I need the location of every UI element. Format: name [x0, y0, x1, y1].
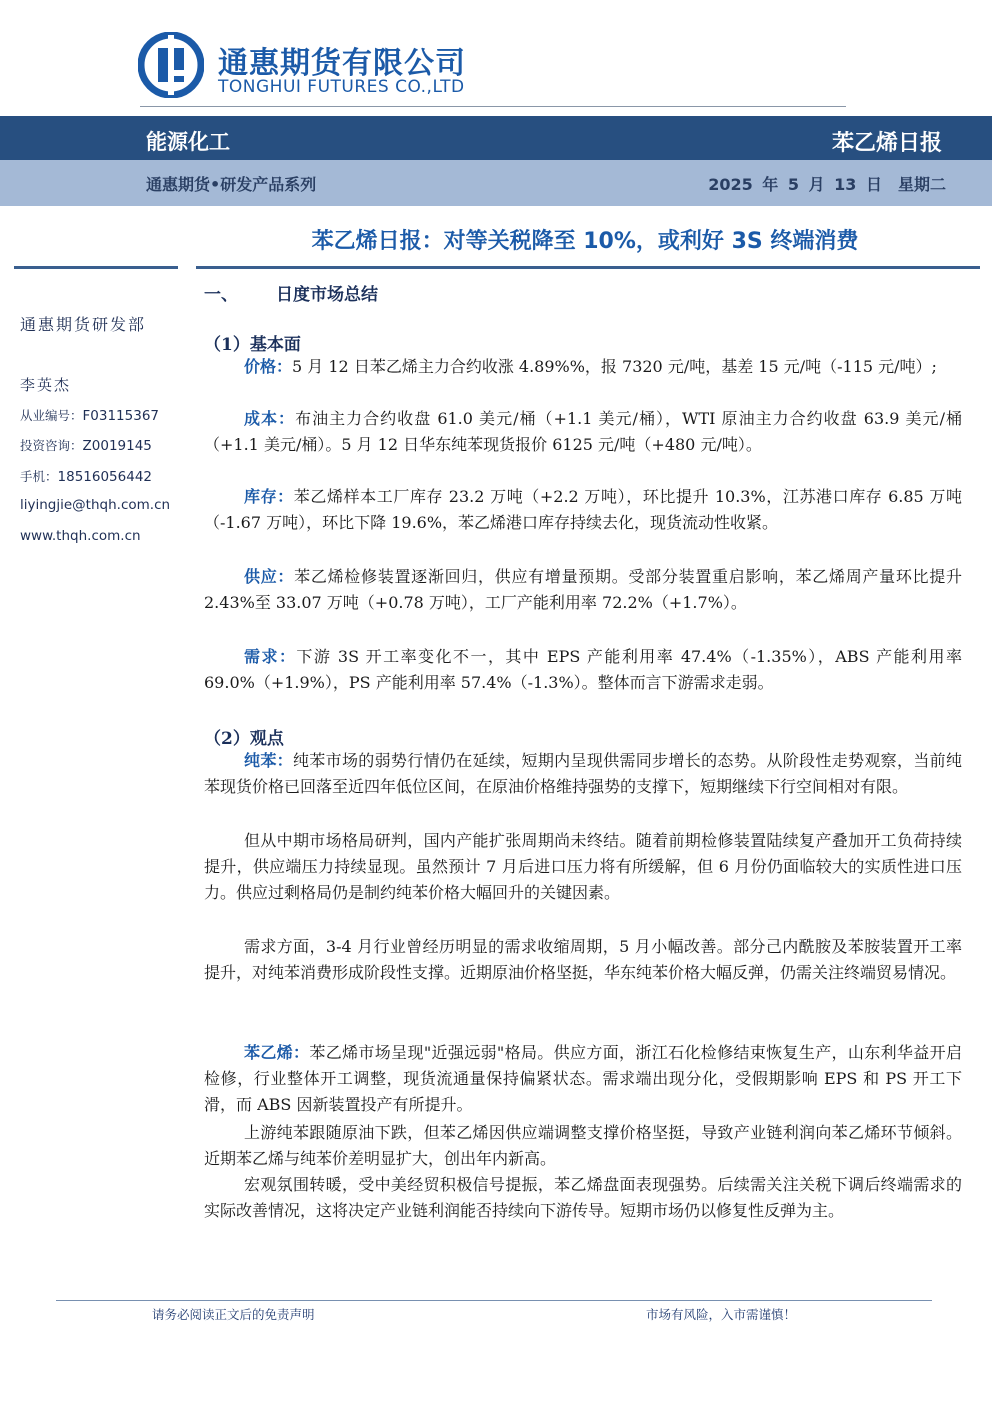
- sector-label: 能源化工: [146, 130, 230, 154]
- sidebar-department: 通惠期货研发部: [20, 315, 147, 334]
- analyst-name: 李英杰: [20, 376, 72, 394]
- subheading-views: （2）观点: [204, 729, 284, 749]
- styrene-paragraph-1: 苯乙烯：苯乙烯市场呈现"近强远弱"格局。供应方面，浙江石化检修结束恢复生产，山东利华益开启检修，行业整体开工调整，现货流通量保持偏紧状态。需求端出现分化，受假期影响 EPS 和 PS 开工下滑，而 ABS 因新装置投产有所提升。: [204, 1043, 962, 1114]
- footer-disclaimer: 请务必阅读正文后的免责声明: [152, 1307, 315, 1322]
- footer-risk-warning: 市场有风险，入市需谨慎！: [646, 1307, 797, 1322]
- cost-paragraph: 成本：布油主力合约收盘 61.0 美元/桶（+1.1 美元/桶），WTI 原油主力合约收盘 63.9 美元/桶（+1.1 美元/桶）。5 月 12 日华东纯苯现货报价 6125 元/吨（+480 元/吨）。: [204, 409, 962, 454]
- email-link[interactable]: liyingjie@thqh.com.cn: [20, 497, 171, 513]
- styrene-paragraph-2: 上游纯苯跟随原油下跌，但苯乙烯因供应端调整支撑价格坚挺，导致产业链利润向苯乙烯环节倾斜。近期苯乙烯与纯苯价差明显扩大，创出年内新高。: [204, 1123, 962, 1168]
- company-name-en: TONGHUI FUTURES CO.,LTD: [218, 77, 465, 97]
- report-type: 苯乙烯日报: [831, 131, 942, 156]
- website-link[interactable]: www.thqh.com.cn: [20, 528, 141, 544]
- price-paragraph: 价格：5 月 12 日苯乙烯主力合约收涨 4.89%%，报 7320 元/吨，基差 15 元/吨（-115 元/吨）;: [244, 357, 937, 376]
- report-title: 苯乙烯日报：对等关税降至 10%，或利好 3S 终端消费: [311, 229, 859, 254]
- title-underline-left: [14, 266, 178, 269]
- consult-number: 投资咨询：Z0019145: [20, 438, 152, 454]
- styrene-paragraph-3: 宏观氛围转暖，受中美经贸积极信号提振，苯乙烯盘面表现强势。后续需关注关税下调后终端需求的实际改善情况，这将决定产业链利润能否持续向下游传导。短期市场仍以修复性反弹为主。: [204, 1175, 962, 1220]
- header-divider: [140, 106, 846, 107]
- benzene-paragraph-2: 但从中期市场格局研判，国内产能扩张周期尚未终结。随着前期检修装置陆续复产叠加开工负荷持续提升，供应端压力持续显现。虽然预计 7 月后进口压力将有所缓解，但 6 月份仍面临较大的实质性进口压力。供应过剩格局仍是制约纯苯价格大幅回升的关键因素。: [204, 831, 962, 902]
- tonghui-logo-icon: [138, 32, 204, 98]
- section-heading: 一、 日度市场总结: [204, 285, 378, 305]
- footer-divider: [56, 1300, 932, 1301]
- series-label: 通惠期货•研发产品系列: [146, 175, 317, 194]
- license-number: 从业编号：F03115367: [20, 408, 159, 424]
- benzene-paragraph-1: 纯苯：纯苯市场的弱势行情仍在延续，短期内呈现供需同步增长的态势。从阶段性走势观察，当前纯苯现货价格已回落至近四年低位区间，在原油价格维持强势的支撑下，短期继续下行空间相对有限。: [204, 751, 962, 796]
- demand-paragraph: 需求：下游 3S 开工率变化不一，其中 EPS 产能利用率 47.4%（-1.35%），ABS 产能利用率 69.0%（+1.9%），PS 产能利用率 57.4%（-1.3%）。整体而言下游需求走弱。: [204, 647, 962, 692]
- report-date: 2025 年 5 月 13 日 星期二: [708, 175, 946, 194]
- supply-paragraph: 供应：苯乙烯检修装置逐渐回归，供应有增量预期。受部分装置重启影响，苯乙烯周产量环比提升 2.43%至 33.07 万吨（+0.78 万吨），工厂产能利用率 72.2%（+1.7%）。: [204, 567, 962, 612]
- subheading-fundamentals: （1）基本面: [204, 335, 301, 355]
- inventory-paragraph: 库存：苯乙烯样本工厂库存 23.2 万吨（+2.2 万吨），环比提升 10.3%，江苏港口库存 6.85 万吨（-1.67 万吨），环比下降 19.6%，苯乙烯港口库存持续去化，现货流动性收紧。: [204, 487, 962, 532]
- title-underline-right: [196, 266, 980, 269]
- phone-number: 手机：18516056442: [20, 469, 152, 485]
- company-name-cn: 通惠期货有限公司: [218, 46, 466, 81]
- benzene-paragraph-3: 需求方面，3-4 月行业曾经历明显的需求收缩周期，5 月小幅改善。部分己内酰胺及苯胺装置开工率提升，对纯苯消费形成阶段性支撑。近期原油价格坚挺，华东纯苯价格大幅反弹，仍需关注终端贸易情况。: [204, 937, 962, 982]
